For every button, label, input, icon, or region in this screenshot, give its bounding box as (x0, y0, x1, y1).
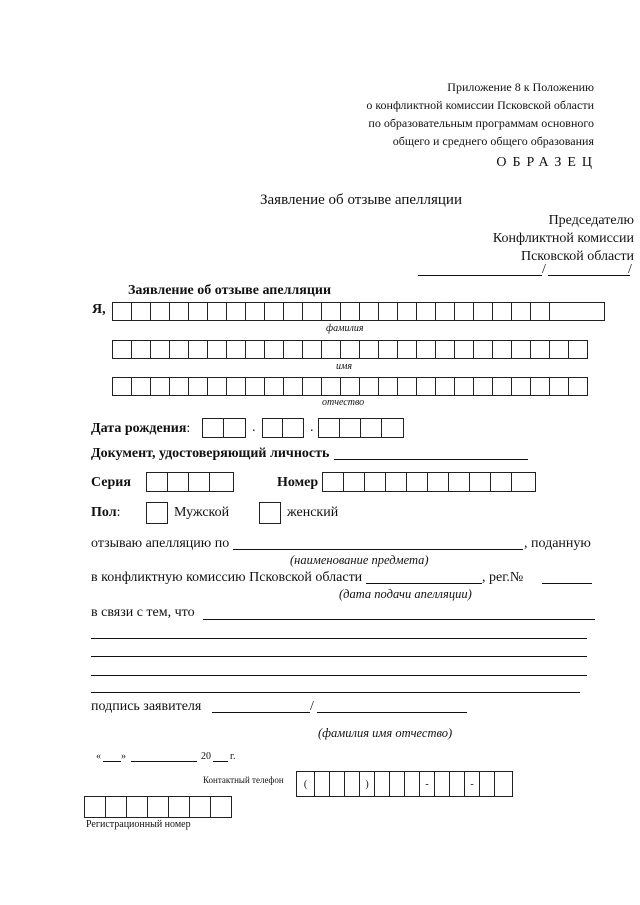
name-cell[interactable] (321, 340, 341, 359)
name-cell[interactable] (473, 340, 493, 359)
number-cell[interactable] (427, 472, 449, 492)
surname-cell[interactable] (511, 302, 531, 321)
reg-number-caption: Регистрационный номер (86, 819, 191, 830)
series-cell[interactable] (146, 472, 168, 492)
patronymic-cell[interactable] (283, 377, 303, 396)
form-title: Заявление об отзыве апелляции (128, 283, 332, 298)
patronymic-caption: отчество (322, 397, 365, 408)
patronymic-cell[interactable] (435, 377, 455, 396)
surname-cell[interactable] (473, 302, 493, 321)
surname-cell[interactable] (435, 302, 455, 321)
surname-cell[interactable] (283, 302, 303, 321)
series-grid[interactable] (146, 472, 234, 492)
surname-cell[interactable] (207, 302, 227, 321)
signature-line[interactable] (212, 712, 310, 713)
date-caption: (дата подачи апелляции) (339, 587, 472, 601)
name-cell[interactable] (188, 340, 208, 359)
patronymic-cell[interactable] (302, 377, 322, 396)
dob-year-cell[interactable] (339, 418, 361, 438)
reason-line-3[interactable] (91, 656, 587, 657)
number-cell[interactable] (406, 472, 428, 492)
reg-number-cell[interactable] (168, 796, 190, 818)
reason-line-2[interactable] (91, 638, 587, 639)
dob-dot-1: . (252, 420, 256, 435)
reg-label: , рег.№ (482, 570, 524, 585)
addressee-line-1: Председателю (548, 213, 634, 228)
male-label: Мужской (174, 505, 230, 520)
dob-colon: : (186, 421, 191, 436)
reg-number-cell[interactable] (210, 796, 232, 818)
number-cell[interactable] (490, 472, 512, 492)
dob-label (91, 421, 190, 437)
surname-cell[interactable] (492, 302, 512, 321)
reason-label: в связи с тем, что (91, 605, 195, 620)
reg-number-cell[interactable] (105, 796, 127, 818)
appendix-line-2: о конфликтной комиссии Псковской области (366, 98, 594, 112)
sample-label: ОБРАЗЕЦ (496, 155, 598, 170)
surname-cell[interactable] (378, 302, 398, 321)
number-cell[interactable] (448, 472, 470, 492)
appendix-header (366, 78, 594, 150)
name-cell[interactable] (112, 340, 132, 359)
surname-cell[interactable] (321, 302, 341, 321)
phone-cell[interactable]: ) (359, 771, 375, 797)
dob-dot-2: . (310, 420, 314, 435)
name-cell[interactable] (416, 340, 436, 359)
i-label: Я, (92, 302, 106, 317)
patronymic-cell[interactable] (511, 377, 531, 396)
surname-cell[interactable] (530, 302, 550, 321)
name-cell[interactable] (397, 340, 417, 359)
surname-cell[interactable] (169, 302, 189, 321)
surname-cell[interactable] (549, 302, 605, 321)
patronymic-cell[interactable] (492, 377, 512, 396)
number-cell[interactable] (343, 472, 365, 492)
number-grid[interactable] (322, 472, 538, 492)
name-cell[interactable] (511, 340, 531, 359)
reg-number-cell[interactable] (84, 796, 106, 818)
name-cell[interactable] (283, 340, 303, 359)
phone-grid[interactable] (296, 771, 525, 797)
patronymic-cell[interactable] (378, 377, 398, 396)
patronymic-cell[interactable] (359, 377, 379, 396)
appendix-line-4: общего и среднего общего образования (392, 134, 594, 148)
dob-day-cell[interactable] (223, 418, 246, 438)
gender-label-text: Пол (91, 505, 117, 520)
patronymic-cell[interactable] (416, 377, 436, 396)
document-title: Заявление об отзыве апелляции (260, 192, 462, 208)
signature-slash: / (310, 699, 314, 714)
phone-cell[interactable] (494, 771, 513, 797)
name-caption: имя (336, 361, 353, 372)
surname-cell[interactable] (226, 302, 246, 321)
gender-colon: : (116, 505, 121, 520)
female-checkbox[interactable] (259, 502, 281, 524)
date-day-line[interactable] (103, 761, 121, 762)
appeal-date-line[interactable] (366, 583, 482, 584)
addressee-slash: / (542, 262, 546, 277)
appendix-line-3: по образовательным программам основного (368, 116, 594, 130)
phone-cell[interactable]: - (464, 771, 480, 797)
dob-day-grid[interactable] (202, 418, 246, 438)
document-label: Документ, удостоверяющий личность (91, 446, 330, 461)
surname-cell[interactable] (131, 302, 151, 321)
fio-caption: (фамилия имя отчество) (318, 726, 453, 740)
dob-day-cell[interactable] (202, 418, 224, 438)
revoke-prefix: отзываю апелляцию по (91, 536, 230, 551)
date-quote-open: « (96, 751, 101, 762)
name-cell[interactable] (302, 340, 322, 359)
female-label: женский (287, 505, 339, 520)
phone-cell[interactable] (344, 771, 360, 797)
name-cell[interactable] (530, 340, 550, 359)
patronymic-grid[interactable] (112, 377, 602, 396)
reg-number-cell[interactable] (147, 796, 169, 818)
name-cell[interactable] (454, 340, 474, 359)
dob-year-cell[interactable] (318, 418, 340, 438)
name-cell[interactable] (340, 340, 360, 359)
name-cell[interactable] (568, 340, 588, 359)
reg-number-line[interactable] (542, 583, 592, 584)
name-cell[interactable] (169, 340, 189, 359)
name-cell[interactable] (549, 340, 569, 359)
surname-grid[interactable] (112, 302, 626, 321)
date-year-line[interactable] (213, 761, 228, 762)
revoke-suffix: , поданную (524, 536, 591, 551)
series-cell[interactable] (188, 472, 210, 492)
male-checkbox[interactable] (146, 502, 168, 524)
patronymic-cell[interactable] (131, 377, 151, 396)
surname-cell[interactable] (112, 302, 132, 321)
dob-month-cell[interactable] (262, 418, 283, 438)
patronymic-cell[interactable] (549, 377, 569, 396)
phone-cell[interactable]: ( (296, 771, 315, 797)
addressee-slash-end: / (628, 262, 632, 277)
number-cell[interactable] (364, 472, 386, 492)
phone-label: Контактный телефон (203, 775, 284, 785)
phone-cell[interactable] (314, 771, 330, 797)
patronymic-cell[interactable] (568, 377, 588, 396)
name-cell[interactable] (359, 340, 379, 359)
dob-month-grid[interactable] (262, 418, 304, 438)
number-cell[interactable] (469, 472, 491, 492)
name-cell[interactable] (245, 340, 265, 359)
surname-cell[interactable] (397, 302, 417, 321)
phone-cell[interactable] (389, 771, 405, 797)
name-grid[interactable] (112, 340, 602, 359)
addressee-block (493, 212, 634, 266)
subject-line[interactable] (233, 549, 523, 550)
number-cell[interactable] (511, 472, 536, 492)
appendix-line-1: Приложение 8 к Положению (447, 80, 594, 94)
patronymic-cell[interactable] (340, 377, 360, 396)
reg-number-cell[interactable] (126, 796, 148, 818)
phone-cell[interactable] (374, 771, 390, 797)
signature-label: подпись заявителя (91, 699, 202, 714)
patronymic-cell[interactable] (207, 377, 227, 396)
series-cell[interactable] (209, 472, 234, 492)
name-cell[interactable] (131, 340, 151, 359)
year-prefix: 20 (201, 751, 211, 762)
phone-cell[interactable] (329, 771, 345, 797)
dob-label-text: Дата рождения (91, 421, 187, 436)
addressee-line-3: Псковской области (520, 249, 634, 264)
number-label: Номер (277, 475, 319, 490)
addressee-line-2: Конфликтной комиссии (492, 231, 634, 246)
phone-cell[interactable] (479, 771, 495, 797)
surname-cell[interactable] (188, 302, 208, 321)
phone-cell[interactable] (434, 771, 450, 797)
patronymic-cell[interactable] (530, 377, 550, 396)
number-cell[interactable] (322, 472, 344, 492)
patronymic-cell[interactable] (397, 377, 417, 396)
reg-number-cell[interactable] (189, 796, 211, 818)
surname-cell[interactable] (416, 302, 436, 321)
patronymic-cell[interactable] (473, 377, 493, 396)
patronymic-cell[interactable] (188, 377, 208, 396)
date-quote-close: » (121, 751, 126, 762)
surname-cell[interactable] (264, 302, 284, 321)
addressee-sign-line[interactable] (548, 275, 630, 276)
surname-cell[interactable] (150, 302, 170, 321)
name-cell[interactable] (378, 340, 398, 359)
fio-line[interactable] (317, 712, 467, 713)
name-cell[interactable] (207, 340, 227, 359)
reg-number-grid[interactable] (84, 796, 232, 818)
surname-cell[interactable] (340, 302, 360, 321)
phone-cell[interactable] (449, 771, 465, 797)
addressee-name-line[interactable] (418, 275, 542, 276)
series-cell[interactable] (167, 472, 189, 492)
series-label: Серия (91, 475, 131, 490)
patronymic-cell[interactable] (454, 377, 474, 396)
reason-line-4[interactable] (91, 675, 587, 676)
name-cell[interactable] (435, 340, 455, 359)
patronymic-cell[interactable] (264, 377, 284, 396)
commission-text: в конфликтную комиссию Псковской области (91, 570, 363, 585)
patronymic-cell[interactable] (112, 377, 132, 396)
dob-month-cell[interactable] (282, 418, 304, 438)
year-suffix: г. (230, 751, 236, 762)
dob-year-cell[interactable] (360, 418, 382, 438)
name-cell[interactable] (226, 340, 246, 359)
surname-cell[interactable] (359, 302, 379, 321)
date-month-line[interactable] (131, 761, 197, 762)
patronymic-cell[interactable] (226, 377, 246, 396)
phone-cell[interactable] (404, 771, 420, 797)
subject-caption: (наименование предмета) (290, 553, 429, 567)
surname-cell[interactable] (302, 302, 322, 321)
dob-year-cell[interactable] (381, 418, 404, 438)
reason-line-5[interactable] (91, 692, 580, 693)
surname-cell[interactable] (245, 302, 265, 321)
name-cell[interactable] (492, 340, 512, 359)
patronymic-cell[interactable] (321, 377, 341, 396)
gender-label (91, 505, 120, 521)
surname-caption: фамилия (326, 323, 364, 334)
name-cell[interactable] (264, 340, 284, 359)
document-line[interactable] (334, 459, 528, 460)
number-cell[interactable] (385, 472, 407, 492)
patronymic-cell[interactable] (245, 377, 265, 396)
dob-year-grid[interactable] (318, 418, 404, 438)
phone-cell[interactable]: - (419, 771, 435, 797)
name-cell[interactable] (150, 340, 170, 359)
patronymic-cell[interactable] (169, 377, 189, 396)
patronymic-cell[interactable] (150, 377, 170, 396)
reason-line-1[interactable] (203, 619, 595, 620)
surname-cell[interactable] (454, 302, 474, 321)
